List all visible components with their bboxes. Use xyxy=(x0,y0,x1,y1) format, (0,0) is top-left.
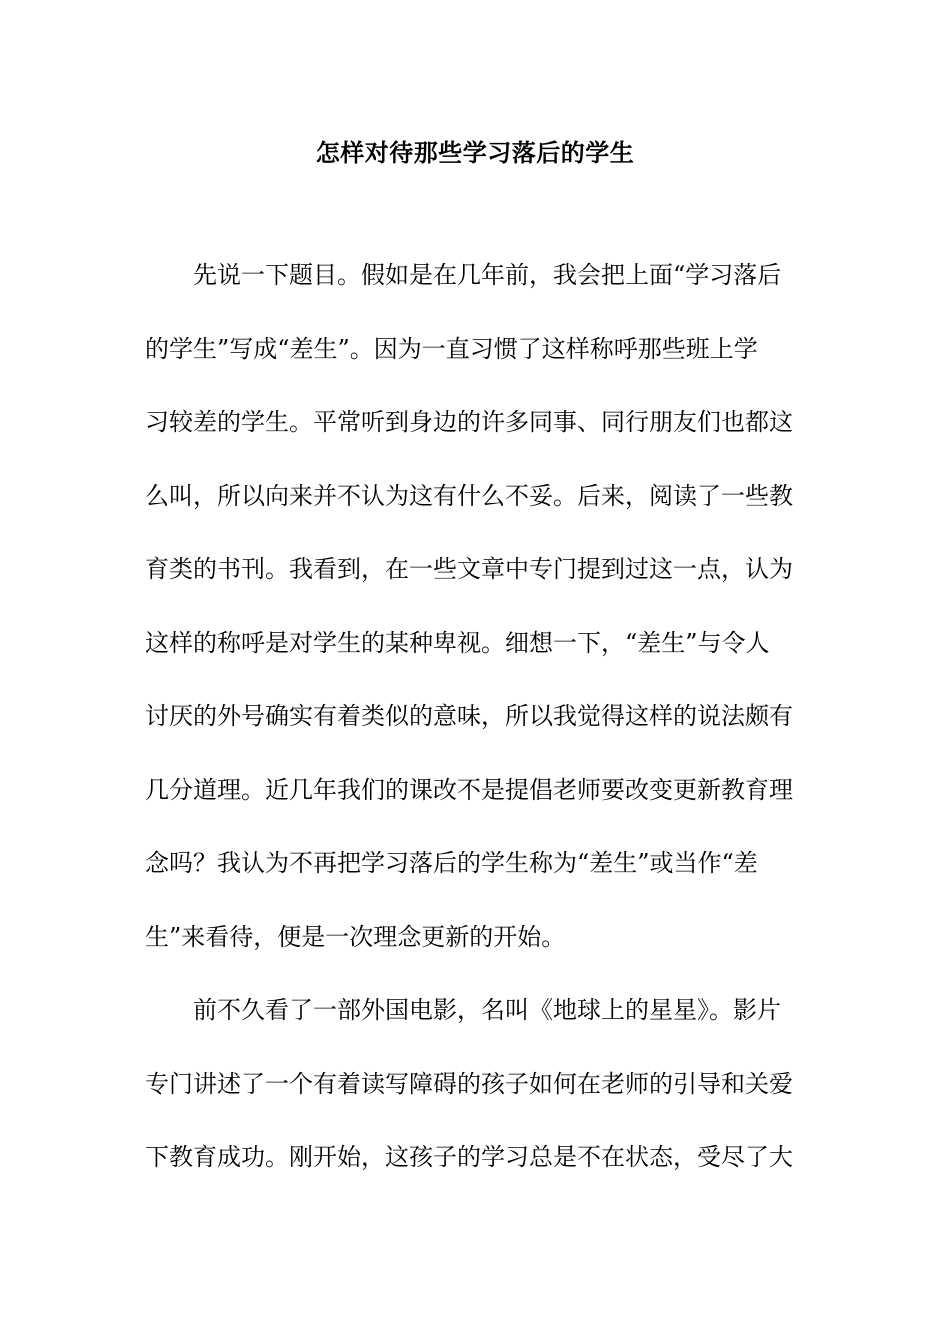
text-line: 这样的称呼是对学生的某种卑视。细想一下，“差生”与令人 xyxy=(145,628,770,657)
text-line: 生”来看待，便是一次理念更新的开始。 xyxy=(145,922,566,951)
text-line: 么叫，所以向来并不认为这有什么不妥。后来，阅读了一些教 xyxy=(145,481,793,510)
text-line: 先说一下题目。假如是在几年前，我会把上面“学习落后 xyxy=(193,261,782,289)
text-line: 习较差的学生。平常听到身边的许多同事、同行朋友们也都这 xyxy=(145,408,793,436)
text-line: 讨厌的外号确实有着类似的意味，所以我觉得这样的说法颇有 xyxy=(145,702,793,730)
text-line: 几分道理。近几年我们的课改不是提倡老师要改变更新教育理 xyxy=(145,775,793,804)
document-title: 怎样对待那些学习落后的学生 xyxy=(315,138,635,167)
text-line: 的学生”写成“差生”。因为一直习惯了这样称呼那些班上学 xyxy=(145,334,758,363)
text-line: 念吗？我认为不再把学习落后的学生称为“差生”或当作“差 xyxy=(145,849,758,877)
document-body xyxy=(145,255,805,1211)
text-line: 育类的书刊。我看到，在一些文章中专门提到过这一点，认为 xyxy=(145,555,793,583)
text-line: 下教育成功。刚开始，这孩子的学习总是不在状态，受尽了大 xyxy=(145,1143,793,1171)
text-line: 前不久看了一部外国电影，名叫《地球上的星星》。影片 xyxy=(193,996,781,1024)
text-line: 专门讲述了一个有着读写障碍的孩子如何在老师的引导和关爱 xyxy=(145,1069,793,1098)
